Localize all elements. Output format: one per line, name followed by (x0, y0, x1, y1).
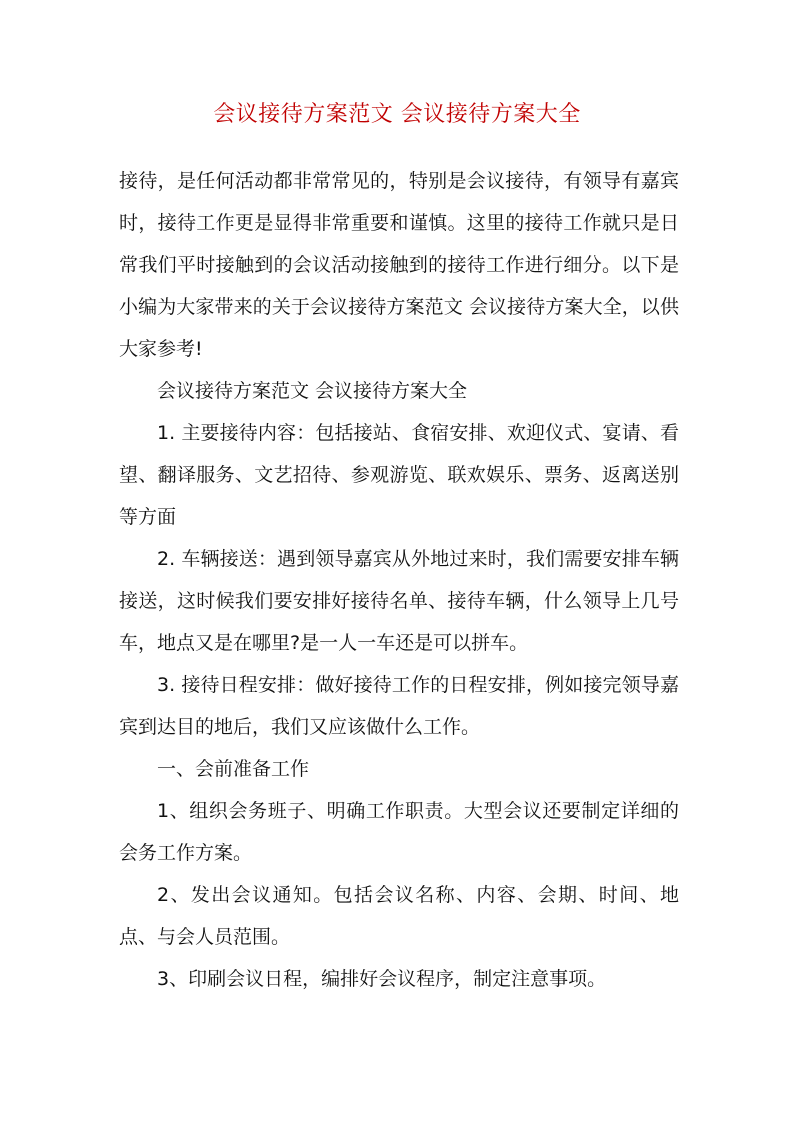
paragraph-item-2: 2. 车辆接送：遇到领导嘉宾从外地过来时，我们需要安排车辆接送，这时候我们要安排好接待名单、接待车辆，什么领导上几号车，地点又是在哪里?是一人一车还是可以拼车。 (119, 548, 679, 654)
prep-item-1: 1、组织会务班子、明确工作职责。大型会议还要制定详细的会务工作方案。 (119, 800, 679, 864)
document-title: 会议接待方案范文 会议接待方案大全 (213, 102, 581, 127)
prep-item-2: 2、发出会议通知。包括会议名称、内容、会期、时间、地点、与会人员范围。 (119, 884, 679, 948)
subsection-heading: 一、会前准备工作 (157, 758, 310, 780)
paragraph-item-3: 3. 接待日程安排：做好接待工作的日程安排，例如接完领导嘉宾到达目的地后，我们又应该做什么工作。 (119, 674, 679, 738)
document-body (119, 160, 679, 1000)
intro-paragraph: 接待，是任何活动都非常常见的，特别是会议接待，有领导有嘉宾时，接待工作更是显得非常重要和谨慎。这里的接待工作就只是日常我们平时接触到的会议活动接触到的接待工作进行细分。以下是小编为大家带来的关于会议接待方案范文 会议接待方案大全，以供大家参考! (119, 170, 679, 360)
prep-item-3: 3、印刷会议日程，编排好会议程序，制定注意事项。 (157, 968, 607, 990)
paragraph-item-1: 1. 主要接待内容：包括接站、食宿安排、欢迎仪式、宴请、看望、翻译服务、文艺招待、参观游览、联欢娱乐、票务、返离送别等方面 (119, 422, 679, 528)
section-heading: 会议接待方案范文 会议接待方案大全 (157, 380, 468, 402)
